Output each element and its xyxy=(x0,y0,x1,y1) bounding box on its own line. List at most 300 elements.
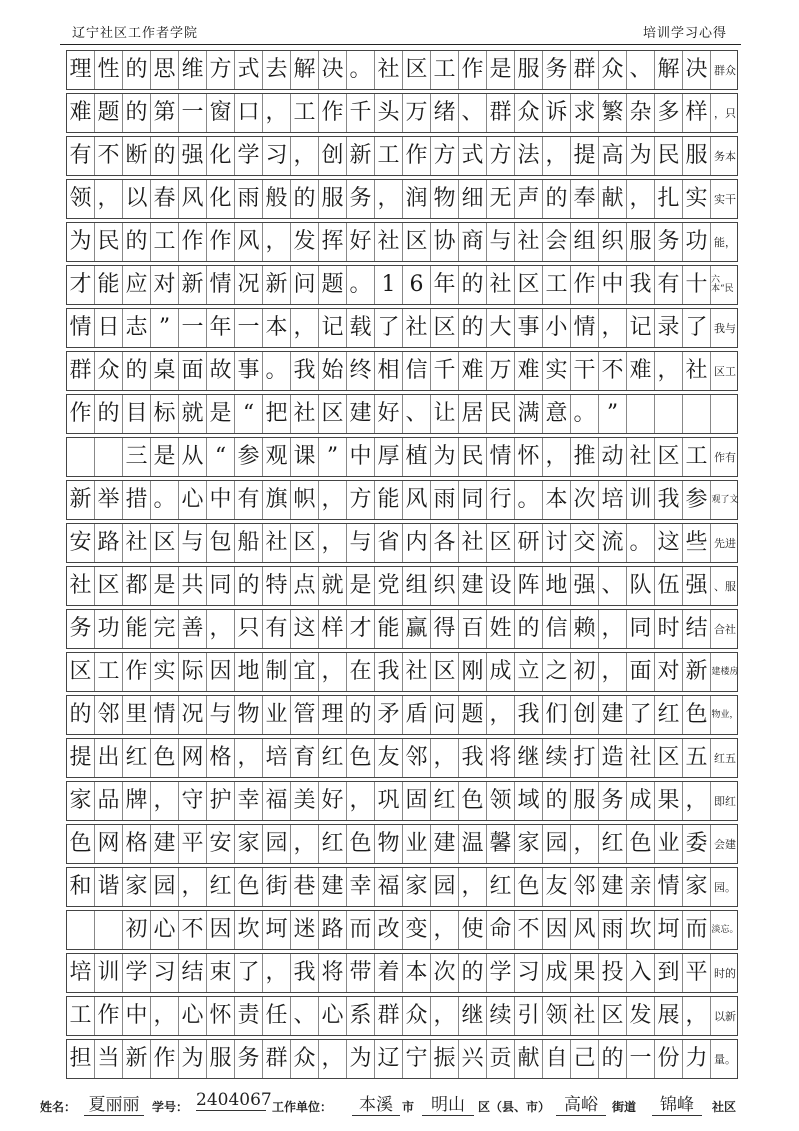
grid-cell: 题 xyxy=(95,94,123,132)
grid-cell: 事 xyxy=(515,309,543,347)
grid-cell: 诉 xyxy=(543,94,571,132)
grid-cell: 都 xyxy=(123,567,151,605)
grid-cell: 口 xyxy=(235,94,263,132)
grid-cell: 同 xyxy=(627,610,655,648)
grid-cell: 群 xyxy=(375,997,403,1035)
grid-cell: 有 xyxy=(67,137,95,175)
grid-cell: 不 xyxy=(599,352,627,390)
grid-cell: 际 xyxy=(179,653,207,691)
grid-cell: 继 xyxy=(515,739,543,777)
grid-cell: 就 xyxy=(319,567,347,605)
grid-cell: 交 xyxy=(571,524,599,562)
grid-cell: 我 xyxy=(515,696,543,734)
grid-cell: 样 xyxy=(319,610,347,648)
grid-cell: 成 xyxy=(487,653,515,691)
grid-cell: 巩 xyxy=(375,782,403,820)
grid-cell: 百 xyxy=(459,610,487,648)
text-line xyxy=(66,222,738,262)
grid-cell: 区 xyxy=(67,653,95,691)
grid-cell xyxy=(627,395,655,433)
grid-cell: 区 xyxy=(599,997,627,1035)
grid-cell: 无 xyxy=(487,180,515,218)
grid-cell: 的 xyxy=(515,610,543,648)
grid-cell: 有 xyxy=(235,481,263,519)
grid-cell: 实 xyxy=(683,180,711,218)
grid-cell: 们 xyxy=(543,696,571,734)
grid-cell: 研 xyxy=(515,524,543,562)
grid-cell: 让 xyxy=(431,395,459,433)
grid-cell: 社 xyxy=(571,997,599,1035)
grid-cell: 是 xyxy=(347,567,375,605)
grid-cell: 建 xyxy=(431,825,459,863)
grid-cell: 任 xyxy=(263,997,291,1035)
grid-cell: 了 xyxy=(683,309,711,347)
grid-cell: 有 xyxy=(263,610,291,648)
grid-cell: 讨 xyxy=(543,524,571,562)
grid-cell: 、 xyxy=(459,94,487,132)
grid-cell: 我 xyxy=(459,739,487,777)
grid-cell: 满 xyxy=(515,395,543,433)
text-line xyxy=(66,50,738,90)
grid-cell: 阵 xyxy=(515,567,543,605)
grid-cell: 船 xyxy=(235,524,263,562)
grid-cell: 习 xyxy=(263,137,291,175)
grid-cell: 点 xyxy=(291,567,319,605)
grid-cell: ， xyxy=(375,180,403,218)
grid-cell: 家 xyxy=(67,782,95,820)
grid-cell: 区 xyxy=(655,739,683,777)
grid-cell: 当 xyxy=(95,1040,123,1078)
grid-cell: 路 xyxy=(319,911,347,949)
grid-cell: 建 xyxy=(599,696,627,734)
grid-cell: ， xyxy=(235,739,263,777)
grid-cell: 大 xyxy=(487,309,515,347)
grid-cell: 护 xyxy=(207,782,235,820)
grid-cell: 社 xyxy=(403,653,431,691)
grid-cell: 难 xyxy=(627,352,655,390)
grid-cell: ” xyxy=(151,309,179,347)
grid-cell: 雨 xyxy=(235,180,263,218)
grid-cell: 红 xyxy=(319,825,347,863)
grid-cell: 标 xyxy=(151,395,179,433)
grid-cell: 工 xyxy=(375,137,403,175)
grid-cell: 心 xyxy=(179,997,207,1035)
grid-cell: 记 xyxy=(319,309,347,347)
grid-cell: 、 xyxy=(627,51,655,89)
grid-cell: 会 xyxy=(543,223,571,261)
grid-cell: 况 xyxy=(235,266,263,304)
grid-cell: ， xyxy=(627,180,655,218)
grid-cell: 学 xyxy=(487,954,515,992)
grid-cell: 安 xyxy=(67,524,95,562)
student-id-value: 2404067 xyxy=(196,1090,272,1110)
grid-cell: 繁 xyxy=(599,94,627,132)
grid-cell: 责 xyxy=(235,997,263,1035)
grid-cell: 商 xyxy=(459,223,487,261)
grid-cell: 工 xyxy=(543,266,571,304)
grid-cell: 红 xyxy=(655,696,683,734)
grid-cell: 区 xyxy=(655,438,683,476)
grid-cell: 能 xyxy=(375,481,403,519)
grid-cell: 以新 xyxy=(714,1009,736,1023)
grid-cell: ， xyxy=(95,180,123,218)
header-academy-title: 辽宁社区工作者学院 xyxy=(72,26,199,41)
grid-cell: 时 xyxy=(655,610,683,648)
grid-cell: ， xyxy=(319,524,347,562)
grid-cell: ， xyxy=(291,137,319,175)
grid-cell: ， xyxy=(151,997,179,1035)
grid-cell: 问 xyxy=(431,696,459,734)
grid-cell: 园 xyxy=(431,868,459,906)
grid-cell: 初 xyxy=(123,911,151,949)
grid-cell: 决 xyxy=(319,51,347,89)
grid-cell: 变 xyxy=(403,911,431,949)
grid-cell: 风 xyxy=(571,911,599,949)
grid-cell: 织 xyxy=(431,567,459,605)
grid-cell: 福 xyxy=(375,868,403,906)
grid-cell: 初 xyxy=(571,653,599,691)
grid-cell: 中 xyxy=(599,266,627,304)
grid-cell: 伍 xyxy=(655,567,683,605)
grid-cell: 。 xyxy=(263,352,291,390)
grid-cell: 民 xyxy=(95,223,123,261)
grid-cell: 面 xyxy=(179,352,207,390)
grid-cell: 旗 xyxy=(263,481,291,519)
grid-cell: 地 xyxy=(235,653,263,691)
grid-cell: 因 xyxy=(543,911,571,949)
text-line xyxy=(66,824,738,864)
grid-cell: 得 xyxy=(431,610,459,648)
grid-cell: 务本 xyxy=(714,149,736,163)
grid-cell: 意 xyxy=(543,395,571,433)
grid-cell: 对 xyxy=(655,653,683,691)
grid-cell: 社 xyxy=(627,438,655,476)
grid-cell: 社 xyxy=(403,309,431,347)
grid-cell: 色 xyxy=(459,782,487,820)
grid-cell: 题 xyxy=(319,266,347,304)
grid-cell: 创 xyxy=(319,137,347,175)
grid-cell: 社 xyxy=(515,223,543,261)
footer-info xyxy=(40,1090,780,1116)
grid-cell: 温 xyxy=(459,825,487,863)
grid-cell: 目 xyxy=(123,395,151,433)
grid-cell: 格 xyxy=(123,825,151,863)
manuscript-grid xyxy=(66,50,738,1080)
community-value: 锦峰 xyxy=(652,1090,702,1116)
grid-cell: 建 xyxy=(151,825,179,863)
grid-cell: 能 xyxy=(95,266,123,304)
grid-cell: 训 xyxy=(627,481,655,519)
grid-cell: 色 xyxy=(627,825,655,863)
text-line xyxy=(66,136,738,176)
grid-cell: 因 xyxy=(207,653,235,691)
grid-cell: ， xyxy=(599,610,627,648)
grid-cell: 和 xyxy=(67,868,95,906)
grid-cell: 性 xyxy=(95,51,123,89)
grid-cell: 作 xyxy=(403,137,431,175)
grid-cell: 为 xyxy=(179,1040,207,1078)
grid-cell: 果 xyxy=(571,954,599,992)
grid-cell: 居 xyxy=(459,395,487,433)
grid-cell: 发 xyxy=(627,997,655,1035)
grid-cell: 红 xyxy=(123,739,151,777)
grid-cell: 之 xyxy=(543,653,571,691)
grid-cell: 般 xyxy=(263,180,291,218)
grid-cell: 服 xyxy=(515,51,543,89)
grid-cell: ，只 xyxy=(714,106,736,120)
grid-cell: 的 xyxy=(599,1040,627,1078)
grid-cell: 创 xyxy=(571,696,599,734)
grid-cell: 格 xyxy=(207,739,235,777)
city-value: 本溪 xyxy=(352,1090,400,1116)
grid-cell: 应 xyxy=(123,266,151,304)
text-line xyxy=(66,93,738,133)
grid-cell: 信 xyxy=(543,610,571,648)
grid-cell: ， xyxy=(431,911,459,949)
grid-cell: 共 xyxy=(179,567,207,605)
grid-cell: 、 xyxy=(403,395,431,433)
grid-cell: 建楼房 xyxy=(711,666,739,677)
grid-cell: 才 xyxy=(67,266,95,304)
grid-cell: 方 xyxy=(207,51,235,89)
grid-cell: 工 xyxy=(683,438,711,476)
grid-cell: 为 xyxy=(347,1040,375,1078)
grid-cell: 与 xyxy=(207,696,235,734)
grid-cell: 维 xyxy=(179,51,207,89)
grid-cell: 贡 xyxy=(487,1040,515,1078)
grid-cell: 推 xyxy=(571,438,599,476)
grid-cell: 组 xyxy=(571,223,599,261)
grid-cell: ， xyxy=(263,954,291,992)
grid-cell: 心 xyxy=(151,911,179,949)
grid-cell: 题 xyxy=(459,696,487,734)
grid-cell: 系 xyxy=(347,997,375,1035)
grid-cell: 作 xyxy=(571,266,599,304)
grid-cell: 这 xyxy=(291,610,319,648)
grid-cell: ， xyxy=(571,825,599,863)
grid-cell: 因 xyxy=(207,911,235,949)
grid-cell: 我 xyxy=(291,352,319,390)
grid-cell: 方 xyxy=(487,137,515,175)
grid-cell: 的 xyxy=(67,696,95,734)
grid-cell: 功 xyxy=(95,610,123,648)
grid-cell: 同 xyxy=(207,567,235,605)
grid-cell: 作 xyxy=(151,1040,179,1078)
grid-cell: 的 xyxy=(123,94,151,132)
grid-cell: 我 xyxy=(627,266,655,304)
grid-cell: 了 xyxy=(375,309,403,347)
grid-cell: 厚 xyxy=(375,438,403,476)
grid-cell: 众 xyxy=(291,1040,319,1078)
grid-cell: 是 xyxy=(207,395,235,433)
grid-cell: 杂 xyxy=(627,94,655,132)
grid-cell: 情 xyxy=(571,309,599,347)
grid-cell: 群 xyxy=(487,94,515,132)
grid-cell: 众 xyxy=(599,51,627,89)
grid-cell: 设 xyxy=(487,567,515,605)
grid-cell: 日 xyxy=(95,309,123,347)
grid-cell: 家 xyxy=(235,825,263,863)
grid-cell: 群众 xyxy=(714,63,736,77)
grid-cell: 情 xyxy=(487,438,515,476)
grid-cell: 举 xyxy=(95,481,123,519)
text-line xyxy=(66,781,738,821)
grid-cell: 我 xyxy=(375,653,403,691)
grid-cell: ， xyxy=(179,868,207,906)
grid-cell: ， xyxy=(207,610,235,648)
grid-cell: 务 xyxy=(347,180,375,218)
grid-cell: “ xyxy=(235,395,263,433)
grid-cell: 造 xyxy=(599,739,627,777)
grid-cell: 一 xyxy=(179,94,207,132)
grid-cell: 织 xyxy=(599,223,627,261)
grid-cell: 立 xyxy=(515,653,543,691)
grid-cell: 民 xyxy=(459,438,487,476)
grid-cell: 中 xyxy=(347,438,375,476)
grid-cell: 红 xyxy=(599,825,627,863)
grid-cell: 本 xyxy=(543,481,571,519)
grid-cell: 社 xyxy=(263,524,291,562)
grid-cell: 而 xyxy=(683,911,711,949)
grid-cell: 友 xyxy=(543,868,571,906)
grid-cell: 好 xyxy=(347,223,375,261)
grid-cell: ， xyxy=(319,653,347,691)
grid-cell: 改 xyxy=(375,911,403,949)
grid-cell: 第 xyxy=(151,94,179,132)
grid-cell: 况 xyxy=(179,696,207,734)
grid-cell: 委 xyxy=(683,825,711,863)
grid-cell: 培 xyxy=(263,739,291,777)
grid-cell: 使 xyxy=(459,911,487,949)
grid-cell: 物 xyxy=(375,825,403,863)
grid-cell: 。 xyxy=(151,481,179,519)
grid-cell: 解 xyxy=(655,51,683,89)
grid-cell: 友 xyxy=(375,739,403,777)
grid-cell: 的 xyxy=(459,954,487,992)
grid-cell: 到 xyxy=(655,954,683,992)
grid-cell: 能， xyxy=(714,235,736,249)
grid-cell: 入 xyxy=(627,954,655,992)
grid-cell: 。 xyxy=(571,395,599,433)
grid-cell: 不 xyxy=(95,137,123,175)
grid-cell: 业 xyxy=(263,696,291,734)
grid-cell: ” xyxy=(319,438,347,476)
grid-cell: 邻 xyxy=(403,739,431,777)
grid-cell: 社 xyxy=(627,739,655,777)
grid-cell: 化 xyxy=(207,137,235,175)
grid-cell: 担 xyxy=(67,1040,95,1078)
grid-cell: 理 xyxy=(319,696,347,734)
grid-cell: 风 xyxy=(403,481,431,519)
grid-cell: 领 xyxy=(487,782,515,820)
grid-cell: 协 xyxy=(431,223,459,261)
grid-cell: 五 xyxy=(683,739,711,777)
grid-cell: 守 xyxy=(179,782,207,820)
district-label: 区（县、市） xyxy=(478,1100,551,1114)
grid-cell: 区 xyxy=(319,395,347,433)
grid-cell xyxy=(655,395,683,433)
grid-cell: 建 xyxy=(347,395,375,433)
grid-cell: 同 xyxy=(459,481,487,519)
grid-cell: 工 xyxy=(95,653,123,691)
text-line xyxy=(66,652,738,692)
grid-cell: 色 xyxy=(683,696,711,734)
grid-cell: 为 xyxy=(67,223,95,261)
grid-cell: 队 xyxy=(627,567,655,605)
grid-cell: 群 xyxy=(263,1040,291,1078)
grid-cell: 福 xyxy=(263,782,291,820)
grid-cell: 平 xyxy=(179,825,207,863)
grid-cell: 成 xyxy=(627,782,655,820)
grid-cell: 献 xyxy=(515,1040,543,1078)
grid-cell: 兴 xyxy=(459,1040,487,1078)
grid-cell: 样 xyxy=(683,94,711,132)
grid-cell: 领 xyxy=(543,997,571,1035)
grid-cell: 的 xyxy=(95,395,123,433)
grid-cell: 亲 xyxy=(627,868,655,906)
grid-cell: 完 xyxy=(151,610,179,648)
grid-cell: 服 xyxy=(683,137,711,175)
grid-cell: 年 xyxy=(431,266,459,304)
grid-cell: “ xyxy=(207,438,235,476)
grid-cell: ， xyxy=(291,825,319,863)
grid-cell: 新 xyxy=(347,137,375,175)
grid-cell: 投 xyxy=(599,954,627,992)
name-label: 姓名： xyxy=(40,1100,77,1114)
grid-cell: 作有 xyxy=(714,450,736,464)
grid-cell: 千 xyxy=(347,94,375,132)
grid-cell: 作 xyxy=(95,997,123,1035)
grid-cell: 信 xyxy=(403,352,431,390)
grid-cell: 路 xyxy=(95,524,123,562)
grid-cell: 了 xyxy=(627,696,655,734)
grid-cell: 色 xyxy=(347,739,375,777)
grid-cell: 地 xyxy=(543,567,571,605)
grid-cell: 的 xyxy=(347,696,375,734)
grid-cell: 红 xyxy=(207,868,235,906)
grid-cell: ” xyxy=(599,395,627,433)
grid-cell: 难 xyxy=(515,352,543,390)
grid-cell: 区 xyxy=(403,51,431,89)
grid-cell: 结 xyxy=(683,610,711,648)
text-line xyxy=(66,394,738,434)
grid-cell: 幸 xyxy=(235,782,263,820)
grid-cell: 是 xyxy=(151,438,179,476)
grid-cell: 些 xyxy=(683,524,711,562)
grid-cell: 社 xyxy=(291,395,319,433)
grid-cell: 带 xyxy=(347,954,375,992)
grid-cell: 难 xyxy=(459,352,487,390)
grid-cell: 只 xyxy=(235,610,263,648)
grid-cell: ， xyxy=(263,94,291,132)
grid-cell: 包 xyxy=(207,524,235,562)
grid-cell: 有 xyxy=(655,266,683,304)
grid-cell: 、 xyxy=(291,997,319,1035)
grid-cell: 不 xyxy=(179,911,207,949)
grid-cell: 雨 xyxy=(431,481,459,519)
grid-cell: 在 xyxy=(347,653,375,691)
grid-cell: 自 xyxy=(543,1040,571,1078)
grid-cell: 新 xyxy=(263,266,291,304)
grid-cell: 安 xyxy=(207,825,235,863)
grid-cell: 区 xyxy=(403,223,431,261)
grid-cell: 面 xyxy=(627,653,655,691)
grid-cell: 记 xyxy=(627,309,655,347)
grid-cell: 务 xyxy=(599,782,627,820)
grid-cell: 小 xyxy=(543,309,571,347)
grid-cell: 难 xyxy=(67,94,95,132)
grid-cell: 思 xyxy=(151,51,179,89)
